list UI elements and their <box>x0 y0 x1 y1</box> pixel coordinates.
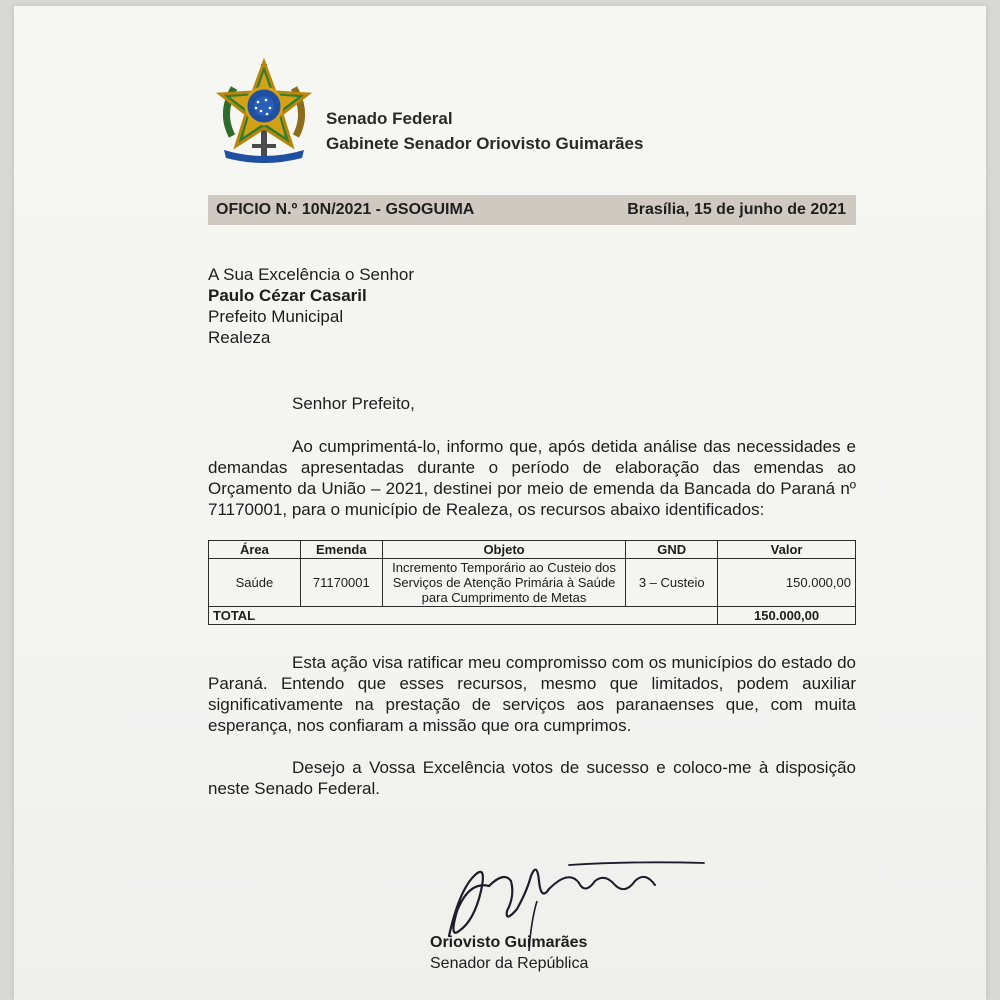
addressee-title: Prefeito Municipal <box>208 307 344 326</box>
cell-objeto: Incremento Temporário ao Custeio dos Serviços de Atenção Primária à Saúde para Cumprimento de Metas <box>382 559 626 607</box>
org-name: Senado Federal <box>326 109 453 128</box>
header-valor: Valor <box>718 541 856 559</box>
table-header-row <box>209 541 856 559</box>
addressee-name: Paulo Cézar Casaril <box>208 286 367 305</box>
table-total-row <box>209 607 856 625</box>
salutation: Senhor Prefeito, <box>292 394 415 413</box>
office-name: Gabinete Senador Oriovisto Guimarães <box>326 134 644 153</box>
signatory-block <box>430 932 588 974</box>
total-label: TOTAL <box>209 607 718 625</box>
table-row <box>209 559 856 607</box>
addressee-greeting: A Sua Excelência o Senhor <box>208 265 415 284</box>
cell-valor: 150.000,00 <box>718 559 856 607</box>
sender-organization <box>326 106 643 156</box>
letter-page <box>14 6 986 1000</box>
place-date: Brasília, 15 de junho de 2021 <box>627 201 846 218</box>
addressee-city: Realeza <box>208 328 271 347</box>
total-value: 150.000,00 <box>718 607 856 625</box>
cell-area: Saúde <box>209 559 301 607</box>
coat-of-arms-icon <box>214 58 314 166</box>
signatory-title: Senador da República <box>430 955 589 972</box>
signatory-name: Oriovisto Guimarães <box>430 934 588 951</box>
header-objeto: Objeto <box>382 541 626 559</box>
closing-paragraph: Desejo a Vossa Excelência votos de sucesso e coloco-me à disposição neste Senado Federal. <box>208 758 856 798</box>
header-gnd: GND <box>626 541 718 559</box>
document-number: OFICIO N.º 10N/2021 - GSOGUIMA <box>216 201 475 218</box>
intro-paragraph: Ao cumprimentá-lo, informo que, após detida análise das necessidades e demandas apresentadas durante o período de elaboração das emendas ao Orçamento da União – 2021, destinei por meio de emenda da Bancada do Paraná nº 71170001, para o município de Realeza, os recursos abaixo identificados: <box>208 437 856 519</box>
header-area: Área <box>209 541 301 559</box>
addressee-block <box>208 264 414 348</box>
reference-bar <box>208 195 856 225</box>
resources-table <box>208 540 856 625</box>
action-paragraph: Esta ação visa ratificar meu compromisso com os municípios do estado do Paraná. Entendo que esses recursos, mesmo que limitados, podem auxiliar significativamente na prestação de serviços aos paranaenses que, com muita esperança, nos confiaram a missão que ora cumprimos. <box>208 653 856 735</box>
cell-emenda: 71170001 <box>300 559 382 607</box>
header-emenda: Emenda <box>300 541 382 559</box>
cell-gnd: 3 – Custeio <box>626 559 718 607</box>
